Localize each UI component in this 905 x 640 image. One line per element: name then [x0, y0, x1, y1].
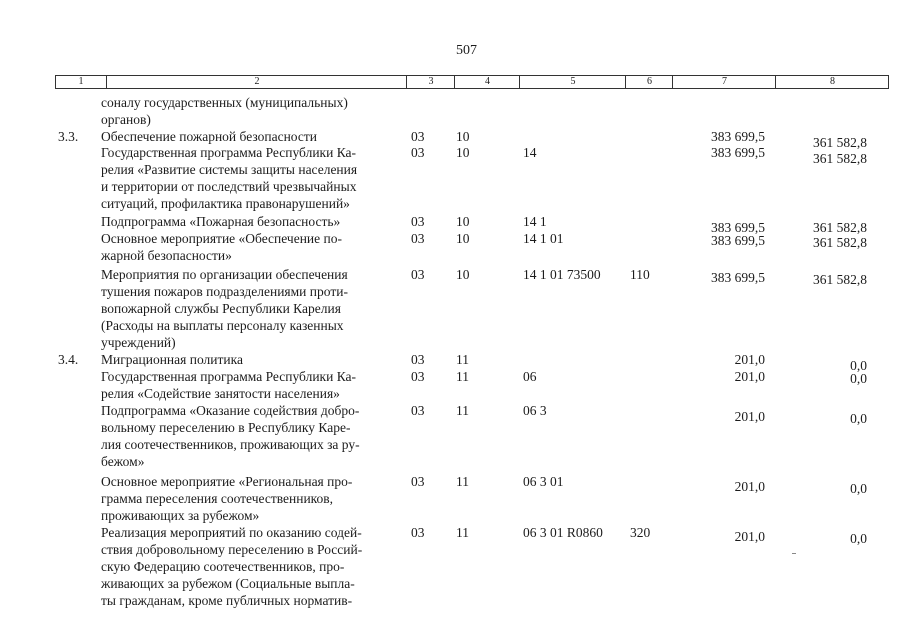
- row-target-code: 06 3 01: [523, 474, 564, 489]
- row-target-code: 06: [523, 369, 537, 384]
- row-subsection: 11: [456, 369, 469, 384]
- row-expense-type: 320: [630, 525, 651, 540]
- row-expense-type: 110: [630, 267, 650, 282]
- row-section: 03: [411, 214, 425, 229]
- row-section: 03: [411, 403, 425, 418]
- row-value-8: 361 582,8: [813, 151, 867, 166]
- scan-speck: [792, 553, 796, 554]
- row-value-7: 201,0: [734, 409, 765, 424]
- header-col-8: 8: [775, 76, 889, 88]
- row-value-7: 201,0: [734, 529, 765, 544]
- row-section: 03: [411, 352, 425, 367]
- row-value-7: 383 699,5: [711, 145, 765, 160]
- header-col-1: 1: [78, 76, 84, 87]
- row-value-8: 0,0: [850, 481, 867, 496]
- row-name: Реализация мероприятий по оказанию содей- ствия добровольному переселению в Россий- скую Федерацию соотечественников, про- живающих за рубежом (Социальные выпла- ты гражданам, кроме публичных норматив-: [101, 525, 363, 608]
- row-target-code: 14: [523, 145, 537, 160]
- row-name: Миграционная политика: [101, 352, 243, 367]
- header-col-2: 2: [106, 76, 407, 88]
- row-subsection: 11: [456, 403, 469, 418]
- header-col-6: 6: [625, 76, 673, 88]
- page-number: 507: [456, 43, 477, 58]
- row-name: Подпрограмма «Оказание содействия добро- вольному переселению в Республику Каре- лия соотечественников, проживающих за ру- бежом»: [101, 403, 360, 469]
- row-section: 03: [411, 525, 425, 540]
- row-value-8: 361 582,8: [813, 220, 867, 235]
- row-section: 03: [411, 129, 425, 144]
- row-value-8: 0,0: [850, 531, 867, 546]
- header-col-4: 4: [454, 76, 520, 88]
- row-subsection: 11: [456, 525, 469, 540]
- row-value-7: 201,0: [734, 479, 765, 494]
- row-subsection: 10: [456, 129, 470, 144]
- row-name: Подпрограмма «Пожарная безопасность»: [101, 214, 341, 229]
- row-value-7: 383 699,5: [711, 220, 765, 235]
- row-subsection: 11: [456, 352, 469, 367]
- row-value-7: 201,0: [734, 352, 765, 367]
- row-value-7: 383 699,5: [711, 233, 765, 248]
- row-value-8: 0,0: [850, 411, 867, 426]
- row-value-7: 383 699,5: [711, 270, 765, 285]
- row-subsection: 10: [456, 231, 470, 246]
- row-subsection: 11: [456, 474, 469, 489]
- row-name: Основное мероприятие «Обеспечение по- жарной безопасности»: [101, 231, 342, 263]
- header-col-5: 5: [519, 76, 626, 88]
- row-target-code: 06 3 01 R0860: [523, 525, 603, 540]
- row-target-code: 06 3: [523, 403, 547, 418]
- row-value-7: 201,0: [734, 369, 765, 384]
- row-name: Мероприятия по организации обеспечения тушения пожаров подразделениями проти- вопожарной службы Республики Карелия (Расходы на выплаты персоналу казенных учреждений): [101, 267, 348, 350]
- row-number: 3.3.: [58, 129, 79, 144]
- row-value-8: 361 582,8: [813, 272, 867, 287]
- row-target-code: 14 1 01: [523, 231, 564, 246]
- row-value-8: 0,0: [850, 371, 867, 386]
- row-number: 3.4.: [58, 352, 79, 367]
- row-value-8: 361 582,8: [813, 135, 867, 150]
- row-section: 03: [411, 145, 425, 160]
- row-section: 03: [411, 474, 425, 489]
- row-section: 03: [411, 231, 425, 246]
- header-col-7: 7: [672, 76, 776, 88]
- row-subsection: 10: [456, 214, 470, 229]
- row-value-8: 0,0: [850, 358, 867, 373]
- row-target-code: 14 1 01 73500: [523, 267, 601, 282]
- row-name: Государственная программа Республики Ка- релия «Развитие системы защиты населения и территории от последствий чрезвычайных ситуаций, профилактика правонарушений»: [101, 145, 358, 211]
- row-name: Обеспечение пожарной безопасности: [101, 129, 318, 144]
- row-target-code: 14 1: [523, 214, 547, 229]
- table-header: [55, 75, 889, 89]
- row-subsection: 10: [456, 267, 470, 282]
- header-col-3: 3: [406, 76, 455, 88]
- row-name: соналу государственных (муниципальных) органов): [101, 95, 348, 127]
- row-subsection: 10: [456, 145, 470, 160]
- row-section: 03: [411, 369, 425, 384]
- row-section: 03: [411, 267, 425, 282]
- row-value-8: 361 582,8: [813, 235, 867, 250]
- row-name: Государственная программа Республики Ка- релия «Содействие занятости населения»: [101, 369, 357, 401]
- row-value-7: 383 699,5: [711, 129, 765, 144]
- row-name: Основное мероприятие «Региональная про- грамма переселения соотечественников, проживающих за рубежом»: [101, 474, 353, 523]
